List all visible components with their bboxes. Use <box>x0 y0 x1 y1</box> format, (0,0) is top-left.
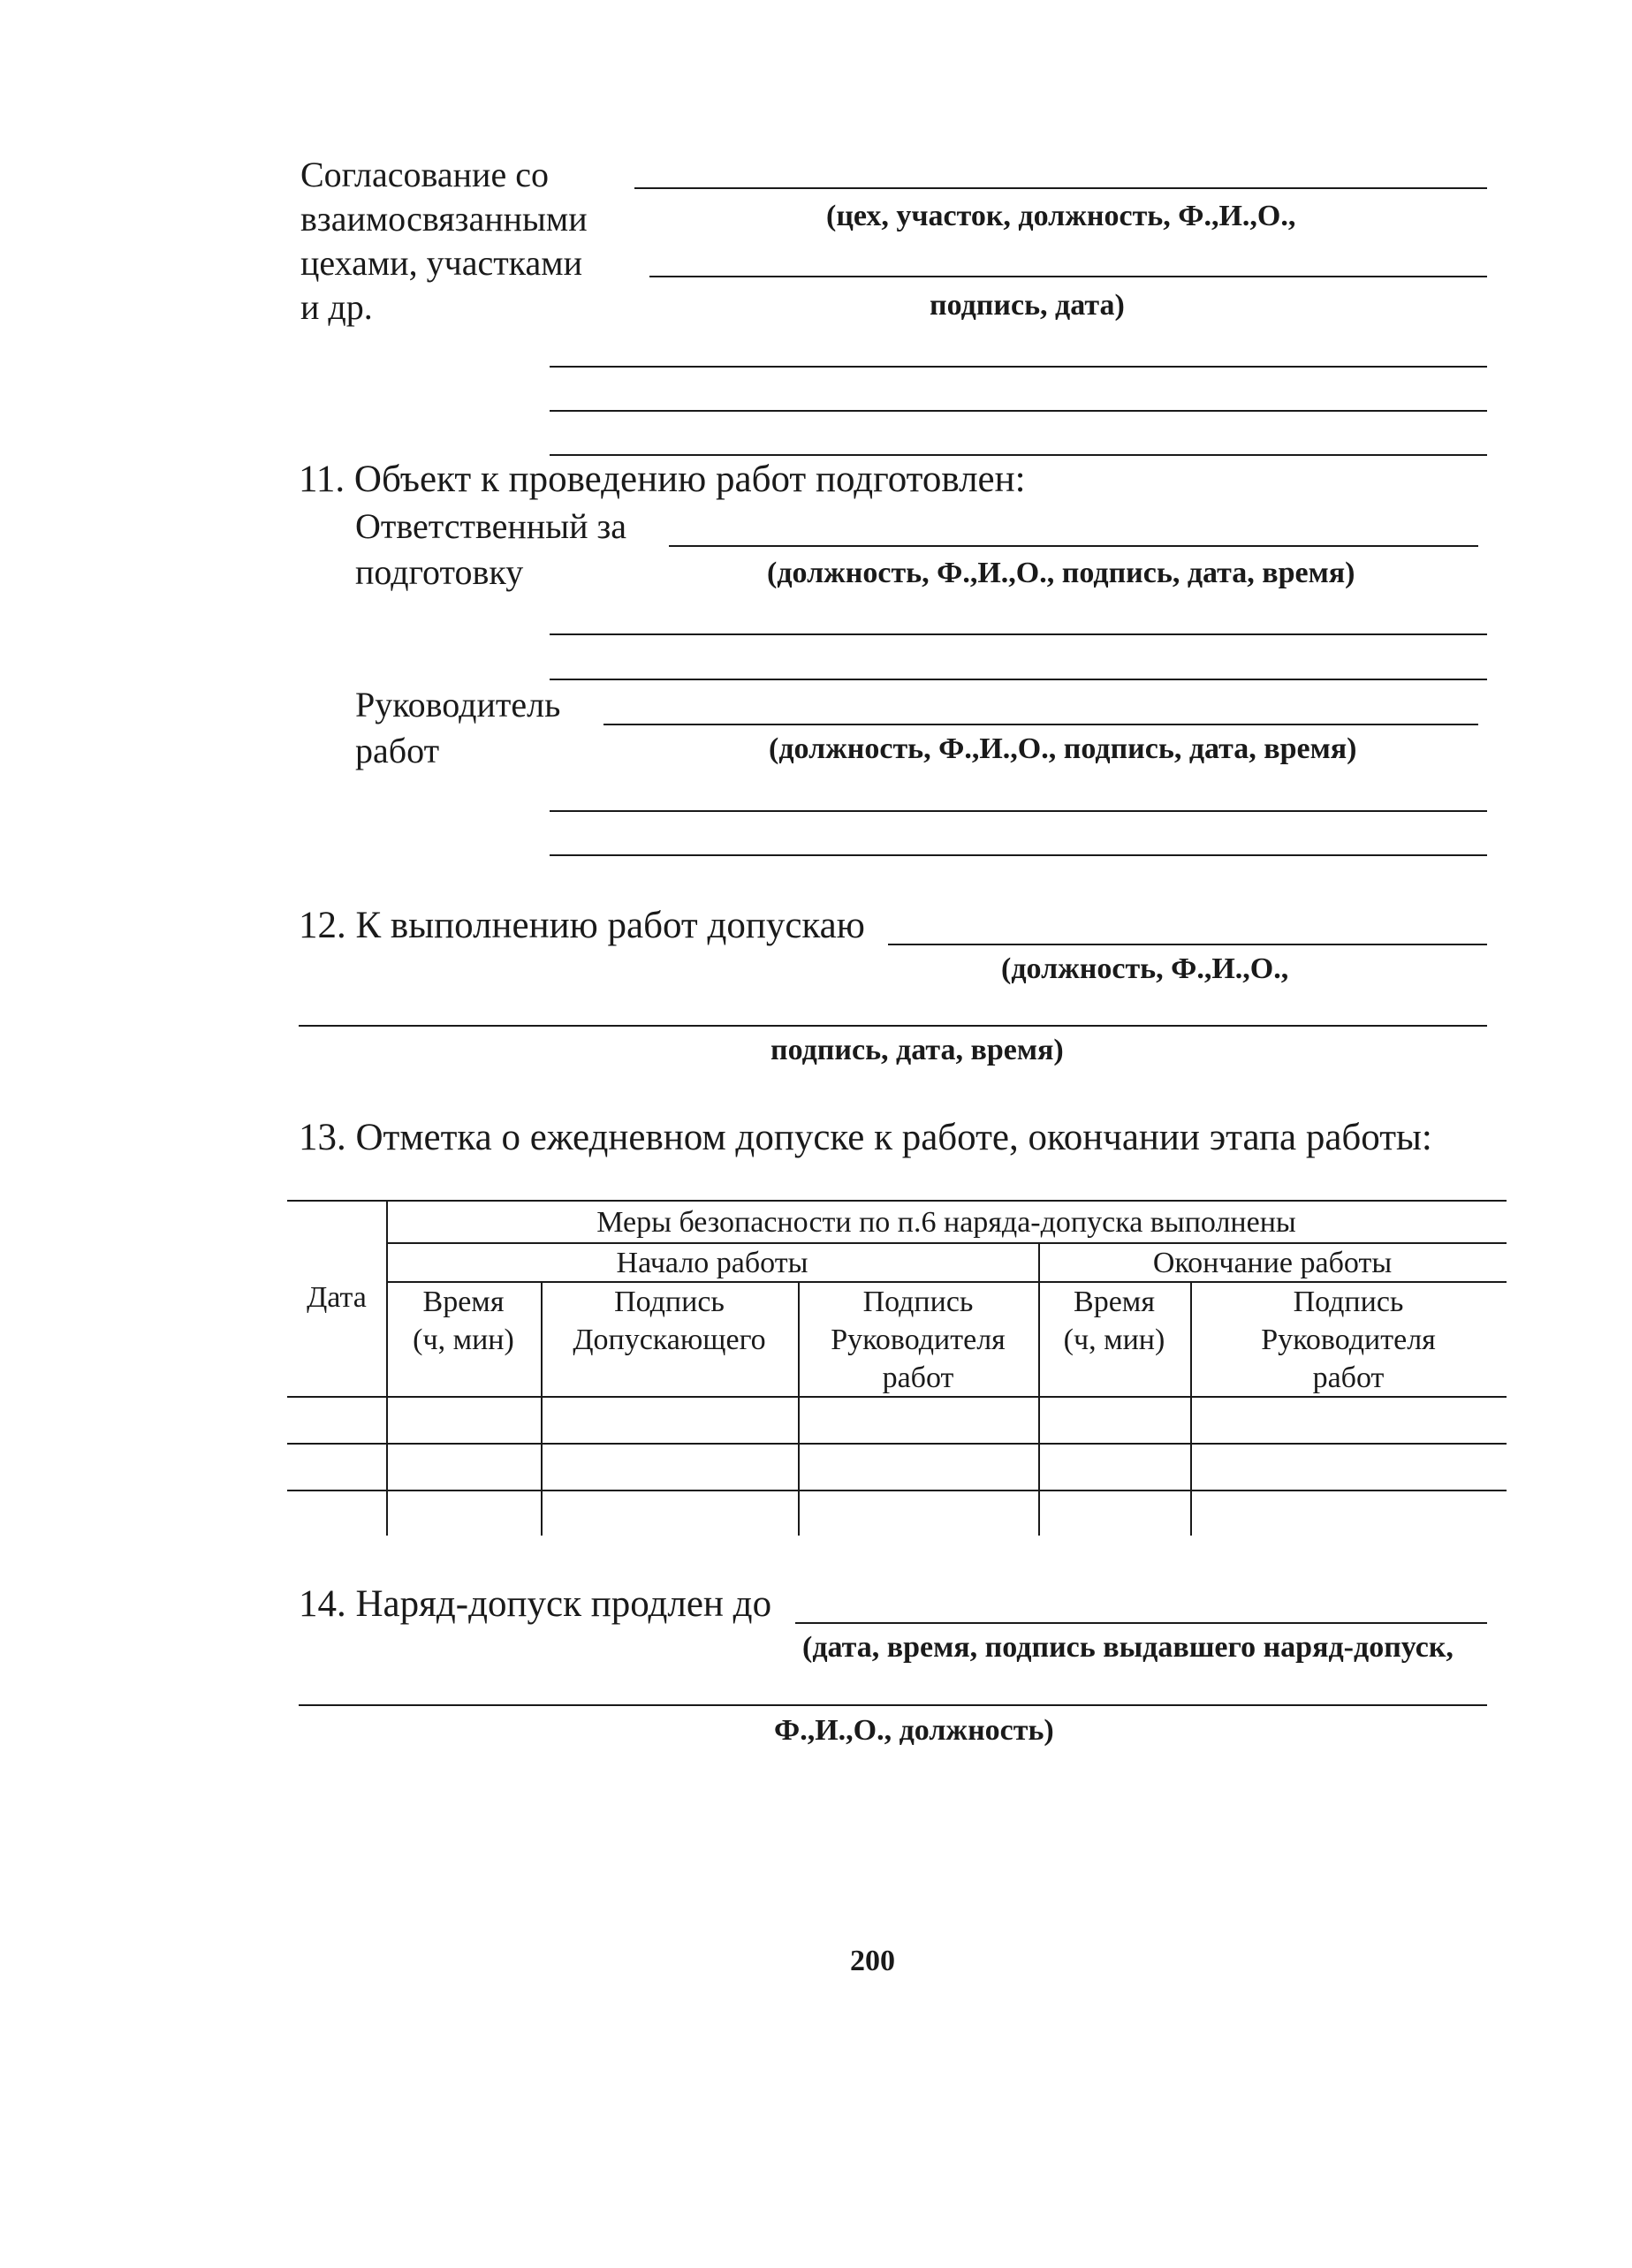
approval-label-line4: и др. <box>300 287 373 327</box>
table-header-start-sign-line1: Подпись <box>614 1286 725 1318</box>
daily-admission-table <box>287 1200 1507 1536</box>
table-header-group: Меры безопасности по п.6 наряда-допуска выполнены <box>596 1206 1296 1239</box>
section-11-responsible-line1: Ответственный за <box>355 506 627 546</box>
table-header-end: Окончание работы <box>1152 1247 1393 1279</box>
table-header-end-mgr-line3: работ <box>1312 1362 1385 1394</box>
approval-blank-line-2[interactable] <box>550 410 1487 412</box>
table-header-end-time-line2: (ч, мин) <box>1063 1324 1165 1356</box>
section-14-hint-line2: Ф.,И.,О., должность) <box>774 1714 1054 1747</box>
approval-label-line2: взаимосвязанными <box>300 199 588 239</box>
section-11-blank-line-2[interactable] <box>550 679 1487 680</box>
section-12-signature-line-2[interactable] <box>299 1025 1487 1027</box>
section-11-title: 11. Объект к проведению работ подготовлен: <box>299 459 1026 500</box>
section-11-manager-line1: Руководитель <box>355 685 561 724</box>
approval-hint-line2: подпись, дата) <box>930 289 1125 322</box>
approval-blank-line-3[interactable] <box>550 454 1487 456</box>
approval-label-line1: Согласование со <box>300 155 549 194</box>
section-11-blank-line-3[interactable] <box>550 810 1487 812</box>
approval-label-line3: цехами, участками <box>300 243 582 283</box>
approval-blank-line-1[interactable] <box>550 366 1487 368</box>
table-row[interactable] <box>287 1398 1507 1443</box>
table-header-start-mgr-line1: Подпись <box>862 1286 974 1318</box>
table-header-start-sign-line2: Допускающего <box>573 1324 766 1356</box>
section-14-hint-line1: (дата, время, подпись выдавшего наряд-допуск, <box>802 1631 1454 1664</box>
table-header-start-time-line1: Время <box>422 1286 505 1318</box>
section-11-manager-hint: (должность, Ф.,И.,О., подпись, дата, время) <box>769 732 1357 765</box>
section-12-signature-line[interactable] <box>888 944 1487 945</box>
section-11-manager-signature-line[interactable] <box>603 724 1478 725</box>
approval-hint-line1: (цех, участок, должность, Ф.,И.,О., <box>826 200 1296 232</box>
section-11-responsible-hint: (должность, Ф.,И.,О., подпись, дата, время) <box>767 557 1355 589</box>
table-header-start-mgr-line2: Руководителя <box>831 1324 1006 1356</box>
section-11-responsible-line2: подготовку <box>355 552 524 592</box>
section-14-signature-line[interactable] <box>795 1622 1487 1624</box>
section-12-title: 12. К выполнению работ допускаю <box>299 905 865 946</box>
table-header-start: Начало работы <box>616 1247 808 1279</box>
section-11-blank-line-4[interactable] <box>550 854 1487 856</box>
table-row[interactable] <box>287 1445 1507 1490</box>
page-number: 200 <box>850 1945 895 1977</box>
section-11-manager-line2: работ <box>355 731 440 770</box>
section-14-title: 14. Наряд-допуск продлен до <box>299 1583 772 1625</box>
section-11-blank-line-1[interactable] <box>550 633 1487 635</box>
table-rule <box>287 1200 1507 1202</box>
table-header-start-mgr-line3: работ <box>882 1362 954 1394</box>
table-header-start-time-line2: (ч, мин) <box>413 1324 514 1356</box>
section-13-title: 13. Отметка о ежедневном допуске к работе, окончании этапа работы: <box>299 1117 1432 1158</box>
section-12-hint-line1: (должность, Ф.,И.,О., <box>1001 952 1289 985</box>
table-header-end-mgr-line1: Подпись <box>1293 1286 1404 1318</box>
section-12-hint-line2: подпись, дата, время) <box>770 1034 1064 1066</box>
approval-signature-line-1[interactable] <box>634 187 1487 189</box>
table-header-date: Дата <box>307 1281 367 1314</box>
approval-signature-line-2[interactable] <box>649 276 1487 277</box>
table-header-end-mgr-line2: Руководителя <box>1261 1324 1436 1356</box>
section-14-signature-line-2[interactable] <box>299 1704 1487 1706</box>
section-11-responsible-signature-line[interactable] <box>669 545 1478 547</box>
table-row[interactable] <box>287 1491 1507 1536</box>
table-header-end-time-line1: Время <box>1074 1286 1155 1318</box>
